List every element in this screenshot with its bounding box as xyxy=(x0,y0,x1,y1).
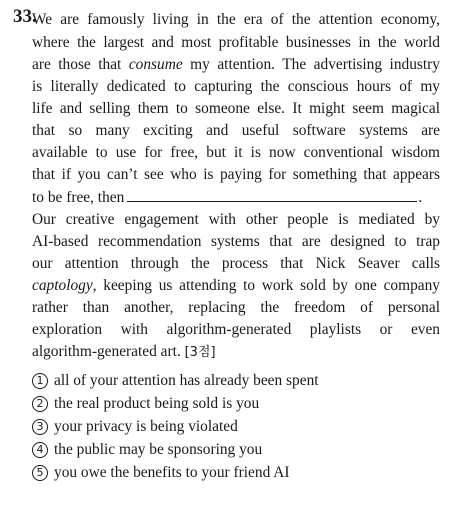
passage-line: captology, keeping us attending to work sold by one company xyxy=(32,277,440,294)
passage-line: Our creative engagement with other people is mediated by xyxy=(32,211,440,228)
passage-line: available to use for free, but it is now conventional wisdom xyxy=(32,144,440,161)
emphasis-word: consume xyxy=(128,56,183,73)
passage-line: that so many exciting and useful software systems are xyxy=(32,122,440,139)
circled-number-5: 5 xyxy=(32,465,48,481)
passage-line: are those that consume my attention. The advertising industry xyxy=(32,56,440,73)
passage-line: AI-based recommendation systems that are designed to trap xyxy=(32,233,440,250)
choice-3[interactable]: 3 your privacy is being violated xyxy=(32,417,238,437)
passage-line: exploration with algorithm-generated playlists or even xyxy=(32,321,440,338)
passage-line: algorithm-generated art. [3점] xyxy=(32,343,216,360)
passage-line: our attention through the process that Nick Seaver calls xyxy=(32,255,440,272)
circled-number-3: 3 xyxy=(32,419,48,435)
choice-5[interactable]: 5 you owe the benefits to your friend AI xyxy=(32,463,290,483)
question-number: 33. xyxy=(13,6,37,27)
passage-line: We are famously living in the era of the attention economy, xyxy=(32,11,440,28)
score-label: [3점] xyxy=(184,345,216,360)
choice-4[interactable]: 4 the public may be sponsoring you xyxy=(32,440,262,460)
passage-line: that if you can’t see who is paying for something that appears xyxy=(32,166,440,183)
passage-line: life and selling them to someone else. It might seem magical xyxy=(32,100,440,117)
answer-blank xyxy=(127,187,417,202)
passage-line: is literally dedicated to capturing the conscious hours of my xyxy=(32,78,440,95)
choice-1[interactable]: 1 all of your attention has already been spent xyxy=(32,371,319,391)
choice-2[interactable]: 2 the real product being sold is you xyxy=(32,394,259,414)
circled-number-2: 2 xyxy=(32,396,48,412)
passage-line: to be free, then . xyxy=(32,189,423,206)
emphasis-word: captology xyxy=(32,277,93,294)
passage-line: rather than another, replacing the freedom of personal xyxy=(32,299,440,316)
circled-number-4: 4 xyxy=(32,442,48,458)
circled-number-1: 1 xyxy=(32,373,48,389)
passage-line: where the largest and most profitable businesses in the world xyxy=(32,34,440,51)
